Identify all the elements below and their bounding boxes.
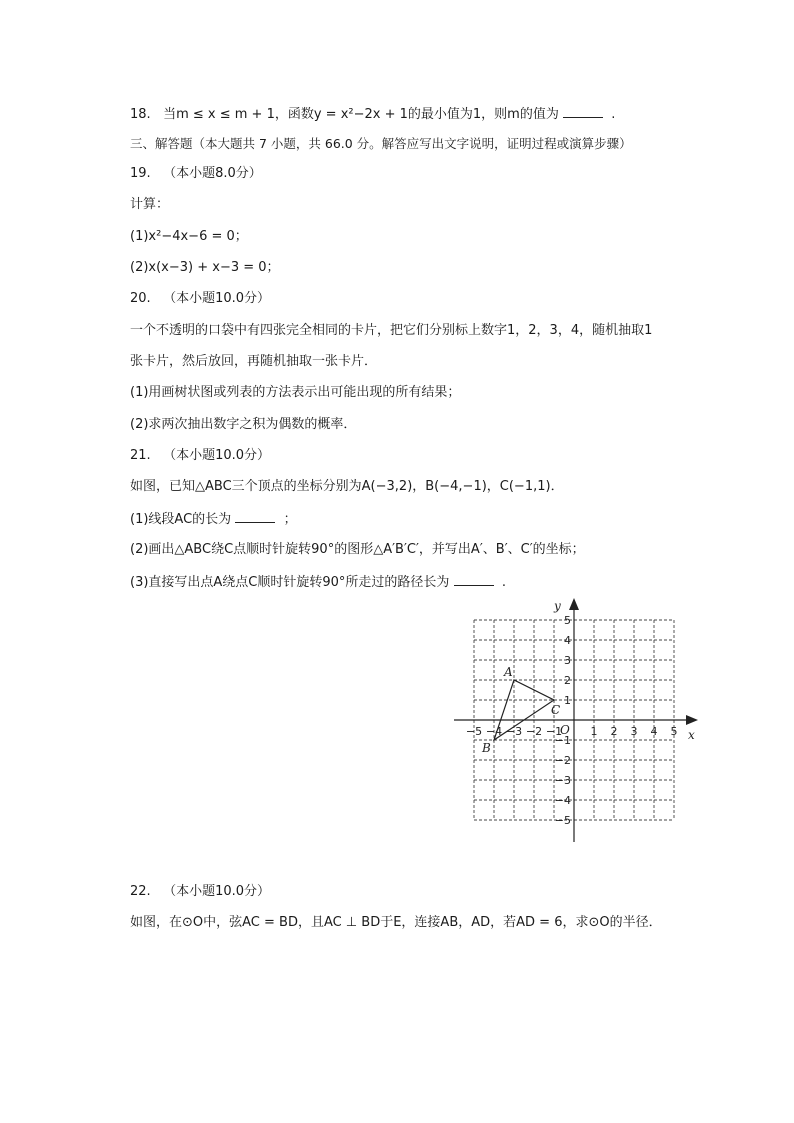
q21-item-2: (2)画出△ABC绕C点顺时针旋转90°的图形△A′B′C′，并写出A′、B′、C′的坐标； [130,542,585,557]
x-tick-label: −3 [505,725,523,738]
coordinate-grid-figure [452,596,702,842]
axes [454,598,698,842]
q20-stem-line-1: 一个不透明的口袋中有四张完全相同的卡片，把它们分别标上数字1，2，3，4，随机抽取1 [130,323,653,338]
x-tick-label: 4 [650,725,658,738]
q22-score: （本小题10.0分） [163,884,271,899]
question-21-header [130,447,270,465]
q19-number: 19. [130,166,151,181]
q19-prompt: 计算： [130,197,170,212]
point-label-b: B [482,741,491,755]
y-tick-label: −5 [554,814,571,827]
q21-item-1-text: (1)线段AC的长为 [130,512,232,527]
q19-item-1: (1)x²−4x−6 = 0； [130,229,248,244]
y-tick-label: 1 [564,694,571,707]
x-tick-label: −5 [465,725,483,738]
x-tick-labels [466,725,678,738]
q21-item-1 [130,509,297,529]
y-tick-label: 4 [564,634,571,647]
q21-item-1-tail: ； [283,512,297,527]
y-tick-label: −1 [554,734,571,747]
x-tick-label: −4 [485,725,503,738]
q19-score: （本小题8.0分） [163,166,262,181]
q20-stem-line-2: 张卡片，然后放回，再随机抽取一张卡片． [130,354,378,369]
q19-item-2: (2)x(x−3) + x−3 = 0； [130,260,280,275]
q21-item-3-tail: . [501,575,506,590]
q20-score: （本小题10.0分） [163,291,271,306]
q21-item-1-blank[interactable] [235,509,275,523]
question-22-header [130,883,270,901]
y-tick-label: −4 [554,794,571,807]
question-20-header [130,290,270,308]
y-tick-label: 5 [564,614,571,627]
point-label-a: A [504,665,513,679]
triangle-abc [481,665,563,755]
origin-label: O [560,723,570,737]
q18-answer-blank[interactable] [563,104,603,118]
q20-item-2: (2)求两次抽出数字之积为偶数的概率． [130,417,357,432]
x-tick-label: 3 [630,725,638,738]
q21-score: （本小题10.0分） [163,448,271,463]
question-19-header [130,165,262,183]
y-tick-label: 3 [564,654,571,667]
question-18 [130,104,615,124]
x-axis-arrow [686,715,698,725]
q21-item-3-blank[interactable] [454,572,494,586]
y-tick-label: −2 [554,754,571,767]
q18-text: 当m ≤ x ≤ m + 1，函数y = x²−2x + 1的最小值为1，则m的值为 [163,107,559,122]
point-label-c: C [551,703,561,717]
q18-number: 18. [130,107,151,122]
q20-number: 20. [130,291,151,306]
section-3-heading: 三、解答题（本大题共 7 小题，共 66.0 分。解答应写出文字说明，证明过程或演算步骤） [130,136,632,151]
q20-item-1: (1)用画树状图或列表的方法表示出可能出现的所有结果； [130,385,461,400]
x-axis-label: x [688,728,695,742]
y-axis-label: y [554,599,561,613]
x-tick-label: −2 [525,725,543,738]
x-tick-label: 5 [670,725,678,738]
x-tick-label: 1 [590,725,598,738]
x-tick-label: −1 [545,725,563,738]
y-tick-label: 2 [564,674,571,687]
q21-number: 21. [130,448,151,463]
q22-number: 22. [130,884,151,899]
q22-stem: 如图，在⊙O中，弦AC = BD，且AC ⊥ BD于E，连接AB，AD，若AD = 6，求⊙O的半径． [130,915,662,930]
q21-stem: 如图，已知△ABC三个顶点的坐标分别为A(−3,2)，B(−4,−1)，C(−1,1)． [130,479,564,494]
x-tick-label: 2 [610,725,618,738]
q21-item-3-text: (3)直接写出点A绕点C顺时针旋转90°所走过的路径长为 [130,575,450,590]
y-tick-label: −3 [554,774,571,787]
y-axis-arrow [569,598,579,610]
q18-tail: . [611,107,616,122]
q21-item-3 [130,572,506,592]
